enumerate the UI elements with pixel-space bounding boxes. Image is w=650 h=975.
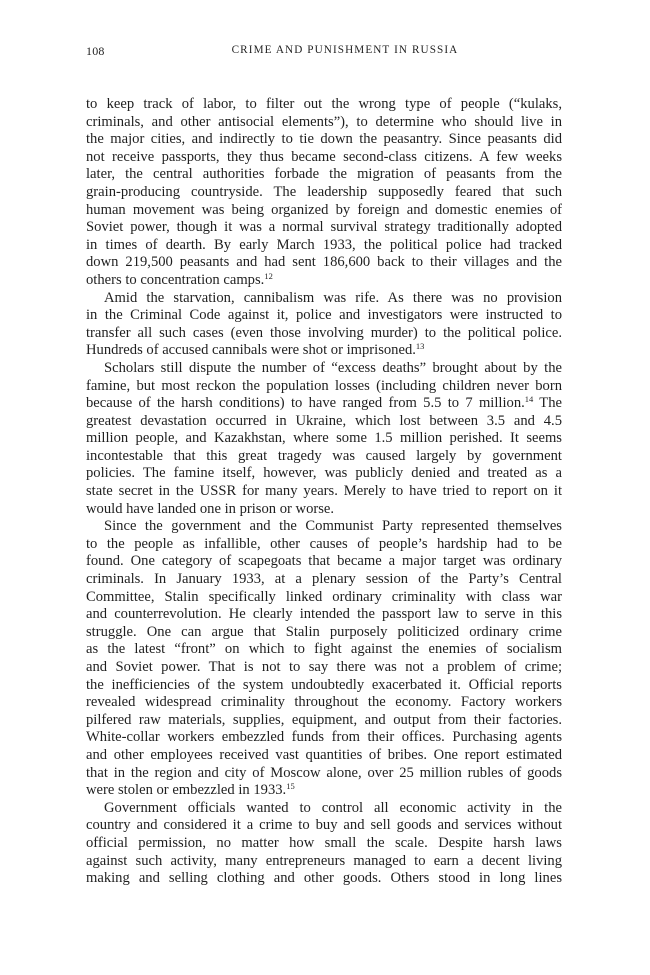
line-text: official permission, no matter how small the scale. Despite harsh laws xyxy=(86,834,562,851)
text-line xyxy=(86,782,562,800)
line-text: and Soviet power. That is not to say there was not a problem of crime; xyxy=(86,659,562,675)
text-line xyxy=(86,483,562,501)
line-text: Scholars still dispute the number of “excess deaths” brought about by the xyxy=(104,359,562,376)
line-text-tail: The xyxy=(533,395,562,412)
text-line xyxy=(86,307,562,325)
line-text: that in the region and city of Moscow alone, over 25 million rubles of goods xyxy=(86,764,562,781)
line-text: later, the central authorities forbade the migration of peasants from the xyxy=(86,166,562,183)
text-line xyxy=(86,254,562,272)
text-line xyxy=(86,553,562,571)
text-line xyxy=(86,430,562,448)
line-text: because of the harsh conditions) to have ranged from 5.5 to 7 million. xyxy=(86,395,525,412)
text-line xyxy=(86,202,562,220)
footnote-marker: 15 xyxy=(286,781,295,792)
line-text: making and selling clothing and other goods. Others stood in long lines xyxy=(86,870,562,887)
line-text: criminals, and other antisocial elements”), to determine who should live in xyxy=(86,113,562,130)
text-line xyxy=(86,465,562,483)
line-text: Amid the starvation, cannibalism was rife. As there was no provision xyxy=(104,289,562,306)
text-line xyxy=(86,641,562,659)
page-number: 108 xyxy=(86,44,105,58)
line-text: found. One category of scapegoats that became a major target was ordinary xyxy=(86,553,562,570)
line-text: others to concentration camps. xyxy=(86,271,265,288)
text-line xyxy=(86,131,562,149)
line-text: human movement was being organized by foreign and domestic enemies of xyxy=(86,201,562,218)
line-text: and other employees received vast quantities of bribes. One report estimated xyxy=(86,746,562,763)
line-text: in times of dearth. By early March 1933, the political police had tracked xyxy=(86,236,562,253)
text-line xyxy=(86,624,562,642)
footnote-marker: 13 xyxy=(415,341,425,352)
line-text: down 219,500 peasants and had sent 186,600 back to their villages and the xyxy=(86,254,562,271)
text-line xyxy=(86,290,562,308)
text-line xyxy=(86,835,562,853)
line-text: and counterrevolution. He clearly intended the passport law to serve in this xyxy=(86,606,562,623)
text-line xyxy=(86,114,562,132)
text-line xyxy=(86,518,562,536)
text-line xyxy=(86,237,562,255)
text-line xyxy=(86,747,562,765)
text-line xyxy=(86,536,562,554)
line-text: as the latest “front” on which to fight against the enemies of socialism xyxy=(86,641,562,658)
line-text: in the Criminal Code against it, police and investigators were instructed to xyxy=(86,307,562,324)
text-line xyxy=(86,395,562,413)
text-line xyxy=(86,571,562,589)
footnote-marker: 14 xyxy=(524,394,534,405)
line-text: struggle. One can argue that Stalin purposely politicized ordinary crime xyxy=(86,623,562,640)
line-text: White-collar workers embezzled funds from their offices. Purchasing agents xyxy=(86,729,562,746)
line-text: were stolen or embezzled in 1933. xyxy=(86,782,287,799)
text-line xyxy=(86,729,562,747)
text-line xyxy=(86,853,562,871)
body-text xyxy=(86,96,562,888)
line-text: pilfered raw materials, supplies, equipment, and output from their factories. xyxy=(86,711,562,728)
text-line xyxy=(86,342,562,360)
text-line xyxy=(86,694,562,712)
text-line xyxy=(86,184,562,202)
text-line xyxy=(86,448,562,466)
line-text: Soviet power, though it was a normal survival strategy traditionally adopted xyxy=(86,219,562,236)
line-text: to the people as infallible, other causes of people’s hardship had to be xyxy=(86,535,562,552)
text-line xyxy=(86,800,562,818)
line-text: million people, and Kazakhstan, where some 1.5 million perished. It seems xyxy=(86,430,562,447)
line-text: country and considered it a crime to buy and sell goods and services without xyxy=(86,817,562,834)
text-line xyxy=(86,870,562,888)
line-text: incontestable that this great tragedy was caused largely by government xyxy=(86,447,562,464)
line-text: transfer all such cases (even those involving murder) to the political police. xyxy=(86,324,562,341)
line-text: state secret in the USSR for many years. Merely to have tried to report on it xyxy=(86,483,562,500)
text-line xyxy=(86,166,562,184)
line-text: to keep track of labor, to filter out the wrong type of people (“kulaks, xyxy=(86,96,562,112)
line-text: policies. The famine itself, however, was publicly denied and treated as a xyxy=(86,465,562,482)
line-text: not receive passports, they thus became second-class citizens. A few weeks xyxy=(86,148,562,165)
text-line xyxy=(86,765,562,783)
line-text: against such activity, many entrepreneurs managed to earn a decent living xyxy=(86,852,562,869)
line-text: greatest devastation occurred in Ukraine, which lost between 3.5 and 4.5 xyxy=(86,412,562,429)
line-text: revealed widespread criminality throughout the economy. Factory workers xyxy=(86,694,562,711)
text-line xyxy=(86,219,562,237)
line-text: criminals. In January 1933, at a plenary session of the Party’s Central xyxy=(86,571,562,588)
running-title: CRIME AND PUNISHMENT IN RUSSIA xyxy=(231,44,459,56)
line-text: the inefficiencies of the system undoubtedly exacerbated it. Official reports xyxy=(86,676,562,693)
text-line xyxy=(86,677,562,695)
text-line xyxy=(86,817,562,835)
line-text: the major cities, and indirectly to tie down the peasantry. Since peasants did xyxy=(86,131,562,148)
text-line xyxy=(86,712,562,730)
text-line xyxy=(86,413,562,431)
text-line xyxy=(86,96,562,114)
footnote-marker: 12 xyxy=(264,270,273,281)
text-line xyxy=(86,659,562,677)
line-text: grain-producing countryside. The leadership supposedly feared that such xyxy=(86,183,562,200)
text-line xyxy=(86,501,562,519)
line-text: Committee, Stalin specifically linked ordinary criminality with class war xyxy=(86,588,562,605)
text-line xyxy=(86,606,562,624)
text-line xyxy=(86,378,562,396)
line-text: Hundreds of accused cannibals were shot or imprisoned. xyxy=(86,342,416,359)
running-head xyxy=(86,44,564,62)
line-text: Since the government and the Communist Party represented themselves xyxy=(104,518,562,535)
line-text: would have landed one in prison or worse. xyxy=(86,500,335,517)
text-line xyxy=(86,149,562,167)
text-line xyxy=(86,589,562,607)
text-line xyxy=(86,360,562,378)
text-line xyxy=(86,325,562,343)
line-text: Government officials wanted to control all economic activity in the xyxy=(104,799,562,816)
text-line xyxy=(86,272,562,290)
line-text: famine, but most reckon the population losses (including children never born xyxy=(86,377,562,394)
